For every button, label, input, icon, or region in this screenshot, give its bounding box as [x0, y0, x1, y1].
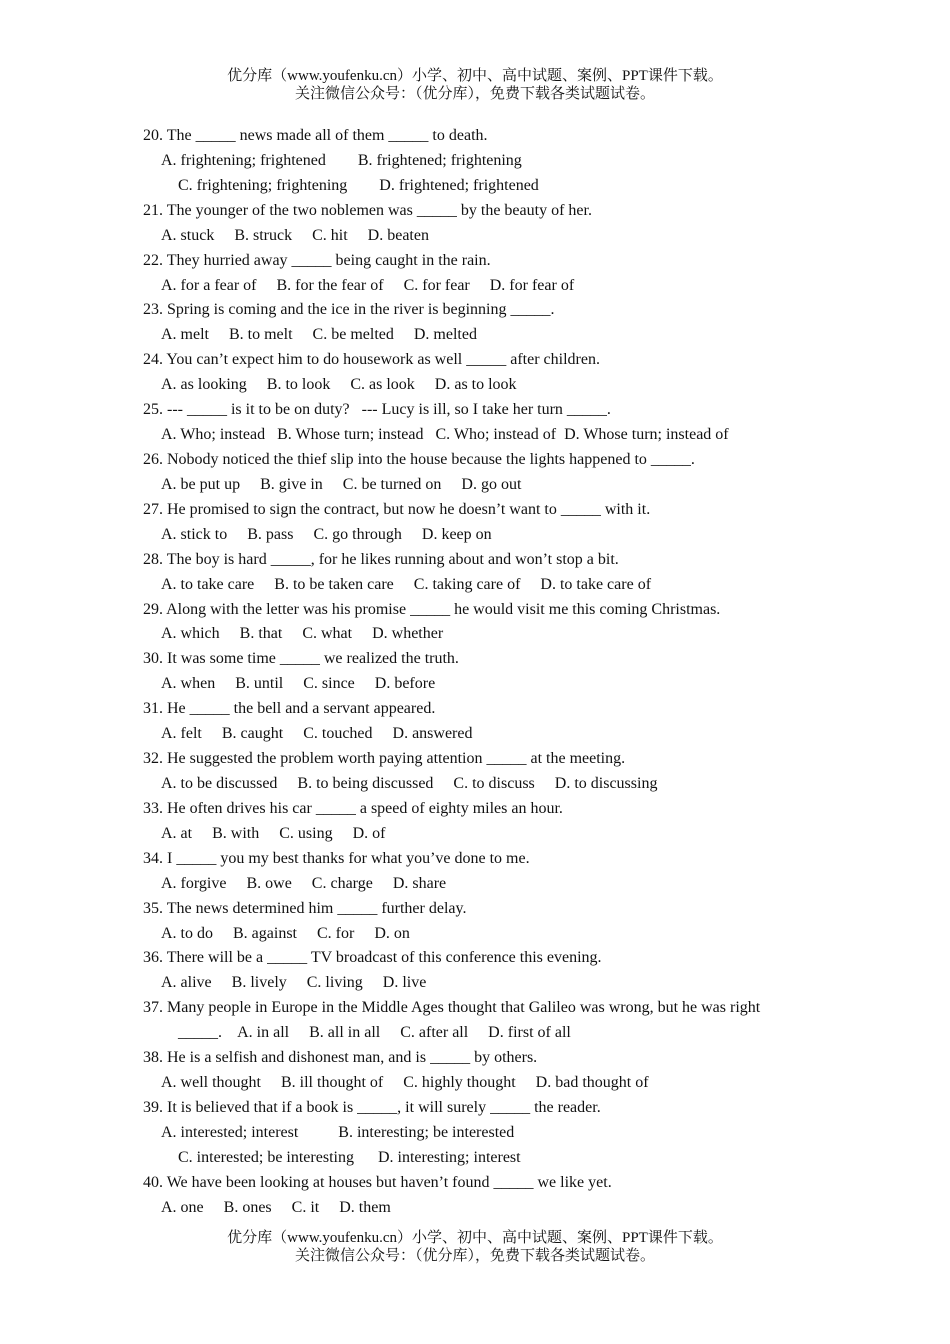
answer-options: C. frightening; frightening D. frightened; frightened — [178, 176, 539, 194]
question-stem: 30. It was some time _____ we realized the truth. — [143, 650, 459, 668]
question-stem: 37. Many people in Europe in the Middle Ages thought that Galileo was wrong, but he was right — [143, 999, 761, 1017]
answer-options: A. as looking B. to look C. as look D. as to look — [161, 376, 517, 394]
answer-options: A. to be discussed B. to being discussed C. to discuss D. to discussing — [161, 774, 658, 792]
question-stem: 34. I _____ you my best thanks for what you’ve done to me. — [143, 849, 530, 867]
answer-options: A. one B. ones C. it D. them — [161, 1198, 391, 1216]
answer-options: A. when B. until C. since D. before — [161, 675, 436, 693]
question-stem: 21. The younger of the two noblemen was _____ by the beauty of her. — [143, 201, 592, 219]
question-stem: 28. The boy is hard _____, for he likes running about and won’t stop a bit. — [143, 550, 619, 568]
header-line-2: 关注微信公众号：（优分库），免费下载各类试题试卷。 — [294, 86, 655, 102]
question-stem: 33. He often drives his car _____ a speed of eighty miles an hour. — [143, 799, 563, 817]
question-stem: 24. You can’t expect him to do housework as well _____ after children. — [143, 351, 600, 369]
question-stem: 40. We have been looking at houses but haven’t found _____ we like yet. — [143, 1173, 612, 1191]
answer-options: A. interested; interest B. interesting; be interested — [161, 1123, 515, 1141]
answer-options: A. which B. that C. what D. whether — [161, 625, 444, 643]
question-list — [143, 124, 843, 1221]
answer-options: A. well thought B. ill thought of C. highly thought D. bad thought of — [161, 1074, 649, 1092]
page-footer — [0, 1229, 950, 1265]
answer-options: A. stuck B. struck C. hit D. beaten — [161, 226, 429, 244]
answer-options: C. interested; be interesting D. interesting; interest — [178, 1148, 521, 1166]
answer-options: A. alive B. lively C. living D. live — [161, 974, 427, 992]
answer-options: A. for a fear of B. for the fear of C. for fear D. for fear of — [161, 276, 575, 294]
answer-options: A. melt B. to melt C. be melted D. melted — [161, 326, 477, 344]
question-stem: 36. There will be a _____ TV broadcast of this conference this evening. — [143, 949, 602, 967]
answer-options: A. frightening; frightened B. frightened; frightening — [161, 151, 522, 169]
question-stem: 27. He promised to sign the contract, but now he doesn’t want to _____ with it. — [143, 500, 651, 518]
answer-options: A. forgive B. owe C. charge D. share — [161, 874, 447, 892]
question-stem: 32. He suggested the problem worth paying attention _____ at the meeting. — [143, 750, 626, 768]
question-stem: 23. Spring is coming and the ice in the river is beginning _____. — [143, 301, 555, 319]
footer-line-1: 优分库（www.youfenku.cn）小学、初中、高中试题、案例、PPT课件下载。 — [227, 1230, 723, 1246]
header-line-1: 优分库（www.youfenku.cn）小学、初中、高中试题、案例、PPT课件下载。 — [227, 68, 723, 84]
answer-options: A. Who; instead B. Whose turn; instead C. Who; instead of D. Whose turn; instead of — [161, 426, 729, 444]
footer-line-2: 关注微信公众号：（优分库），免费下载各类试题试卷。 — [294, 1248, 655, 1264]
question-stem: 39. It is believed that if a book is _____, it will surely _____ the reader. — [143, 1098, 601, 1116]
answer-options: A. at B. with C. using D. of — [161, 824, 386, 842]
question-stem: 25. --- _____ is it to be on duty? --- Lucy is ill, so I take her turn _____. — [143, 401, 611, 419]
answer-options: A. to do B. against C. for D. on — [161, 924, 410, 942]
question-stem: 22. They hurried away _____ being caught in the rain. — [143, 251, 491, 269]
question-stem: 26. Nobody noticed the thief slip into the house because the lights happened to _____. — [143, 450, 695, 468]
question-stem: 20. The _____ news made all of them _____ to death. — [143, 127, 488, 144]
question-stem: 31. He _____ the bell and a servant appeared. — [143, 700, 436, 718]
answer-options: _____. A. in all B. all in all C. after all D. first of all — [178, 1024, 571, 1042]
answer-options: A. felt B. caught C. touched D. answered — [161, 725, 473, 743]
question-stem: 35. The news determined him _____ further delay. — [143, 899, 467, 917]
answer-options: A. to take care B. to be taken care C. taking care of D. to take care of — [161, 575, 652, 593]
question-stem: 29. Along with the letter was his promise _____ he would visit me this coming Christmas. — [143, 600, 721, 618]
question-stem: 38. He is a selfish and dishonest man, and is _____ by others. — [143, 1049, 538, 1067]
answer-options: A. stick to B. pass C. go through D. keep on — [161, 525, 492, 543]
page-header — [0, 67, 950, 103]
answer-options: A. be put up B. give in C. be turned on D. go out — [161, 475, 522, 493]
